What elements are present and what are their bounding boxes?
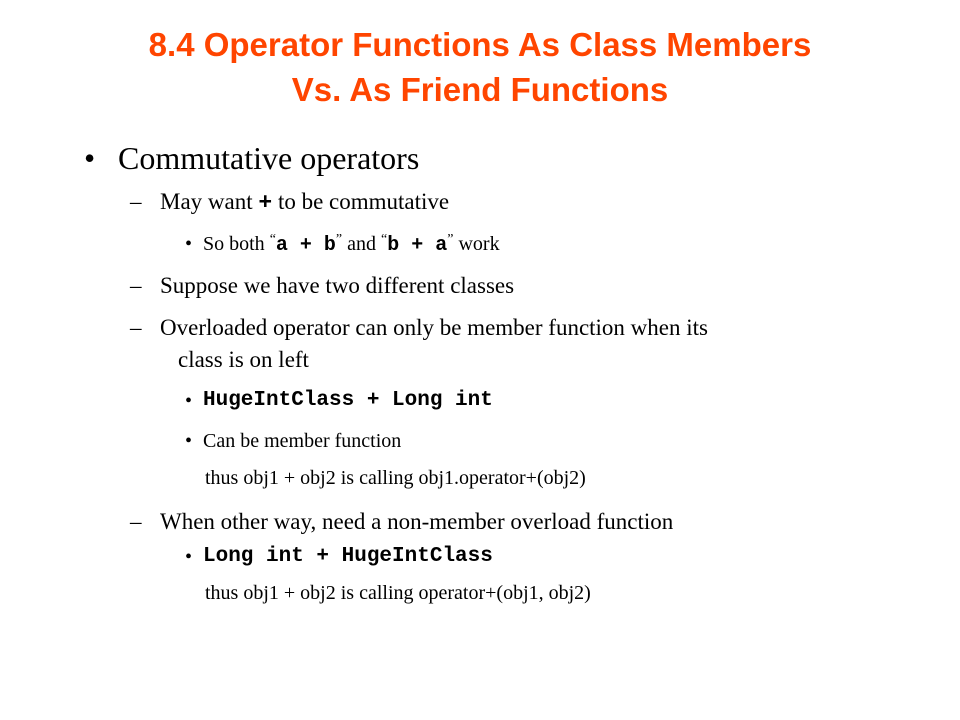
- text-work: work: [453, 233, 500, 255]
- bullet-mark: •: [185, 546, 193, 568]
- code-long-plus-huge: [203, 545, 493, 568]
- code-a-plus-b: a + b: [275, 234, 336, 257]
- subbullet-may-want: [160, 189, 449, 216]
- text-thus-member-call: [205, 467, 586, 490]
- code-text: HugeIntClass + Long int: [203, 389, 493, 412]
- dash-mark: –: [130, 509, 142, 534]
- dash-mark: –: [130, 273, 142, 298]
- bullet-text: When other way, need a non-member overload function: [160, 509, 674, 534]
- close-quote: ”: [447, 232, 454, 247]
- slide-title: [0, 22, 960, 112]
- open-quote: “: [381, 232, 388, 247]
- subbullet-suppose: [160, 273, 514, 299]
- subbullet-overloaded-line-1: [160, 315, 708, 341]
- text-and: and: [342, 233, 382, 255]
- bullet-text: thus obj1 + obj2 is calling operator+(obj1, obj2): [205, 582, 591, 604]
- text-thus-nonmember-call: [205, 582, 591, 605]
- text-so-both: So both: [203, 233, 270, 255]
- bullet-mark: •: [185, 430, 193, 452]
- bullet-text: Suppose we have two different classes: [160, 273, 515, 298]
- text-may-want-pre: May want: [160, 189, 259, 214]
- slide-title-line-2: Vs. As Friend Functions: [291, 71, 669, 108]
- subsubbullet-so-both: [203, 233, 500, 257]
- slide-title-line-1: 8.4 Operator Functions As Class Members: [148, 26, 812, 63]
- close-quote: ”: [335, 232, 343, 247]
- subsubbullet-can-be-member: [203, 430, 401, 453]
- bullet-mark: •: [185, 233, 193, 255]
- text-may-want-post: to be commutative: [272, 189, 450, 214]
- dash-mark: –: [130, 315, 142, 340]
- bullet-mark: •: [84, 140, 96, 176]
- code-plus-operator: +: [258, 190, 273, 216]
- dash-mark: –: [130, 189, 142, 214]
- bullet-text: thus obj1 + obj2 is calling obj1.operator+(obj2): [205, 467, 586, 489]
- bullet-text: Overloaded operator can only be member function when its: [160, 315, 708, 340]
- code-huge-plus-long: [203, 389, 493, 412]
- bullet-mark: •: [185, 390, 193, 412]
- bullet-text: Can be member function: [203, 430, 402, 452]
- code-b-plus-a: b + a: [387, 234, 448, 257]
- bullet-text: Commutative operators: [118, 140, 420, 176]
- subbullet-other-way: [160, 509, 673, 535]
- bullet-commutative-operators: [118, 140, 419, 177]
- code-text: Long int + HugeIntClass: [203, 545, 493, 568]
- open-quote: “: [269, 232, 276, 247]
- subbullet-overloaded-line-2: [178, 347, 309, 373]
- bullet-text: class is on left: [178, 347, 309, 372]
